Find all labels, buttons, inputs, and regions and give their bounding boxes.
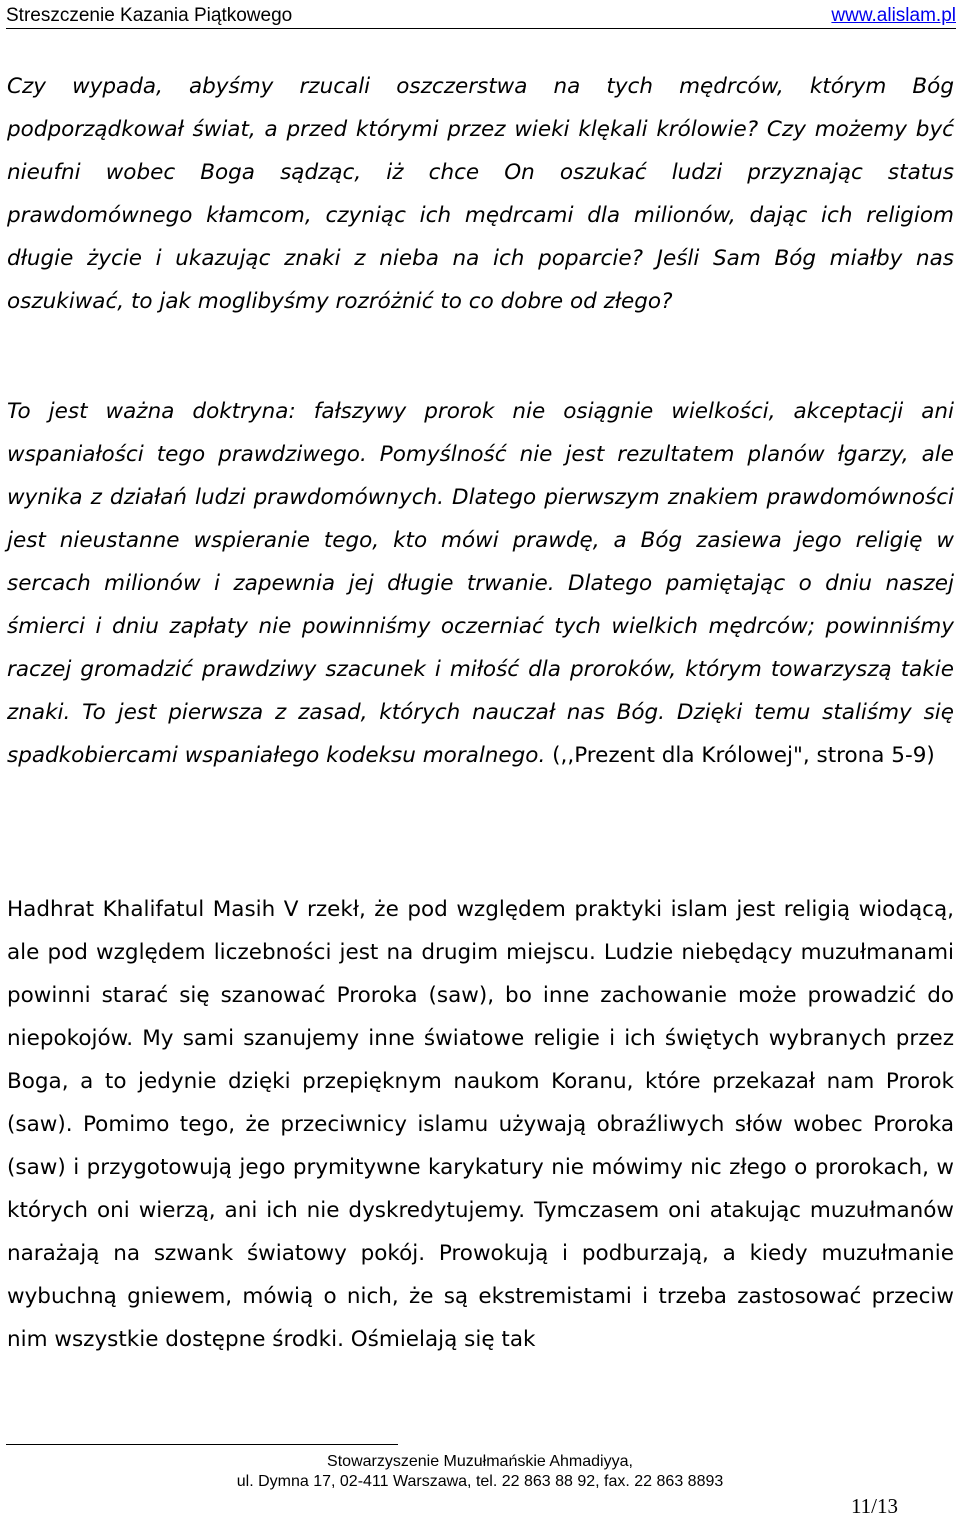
quote-source: (,,Prezent dla Królowej", strona 5-9) xyxy=(545,743,935,768)
page-header xyxy=(6,4,956,29)
footer-divider xyxy=(6,1444,398,1445)
paragraph-2 xyxy=(7,390,954,777)
page-number: 11/13 xyxy=(850,1494,898,1518)
document-title: Streszczenie Kazania Piątkowego xyxy=(6,5,293,26)
footer-organization: Stowarzyszenie Muzułmańskie Ahmadiyya, xyxy=(327,1453,633,1470)
paragraph-3: Hadhrat Khalifatul Masih V rzekł, że pod względem praktyki islam jest religią wiodącą, ale pod względem liczebności jest na drugim miejscu. Ludzie niebędący muzułmanami powinni starać się szanować Proroka (saw), bo inne zachowanie może prowadzić do niepokojów. My sami szanujemy inne światowe religie i ich świętych wybranych przez Boga, a to jedynie dzięki przepięknym naukom Koranu, które przekazał nam Prorok (saw). Pomimo tego, że przeciwnicy islamu używają obraźliwych słów wobec Proroka (saw) i przygotowują jego prymitywne karykatury nie mówimy nic złego o prorokach, w których oni wierzą, ani ich nie dyskredytujemy. Tymczasem oni atakując muzułmanów narażają na szwank światowy pokój. Prowokują i podburzają, a kiedy muzułmanie wybuchną gniewem, mówią o nich, że są ekstremistami i trzeba zastosować przeciw nim wszystkie dostępne środki. Ośmielają się tak xyxy=(7,897,954,1352)
website-link[interactable]: www.alislam.pl xyxy=(831,5,956,26)
quote-text: To jest ważna doktryna: fałszywy prorok nie osiągnie wielkości, akceptacji ani wspaniałości tego prawdziwego. Pomyślność nie jest rezultatem planów łgarzy, ale wynika z działań ludzi prawdomównych. Dlatego pierwszym znakiem prawdomówności jest nieustanne wspieranie tego, kto mówi prawdę, a Bóg zasiewa jego religię w sercach milionów i zapewnia jej długie trwanie. Dlatego pamiętając o dniu naszej śmierci i dniu zapłaty nie powinniśmy oczerniać tych wielkich mędrców; powinniśmy raczej gromadzić prawdziwy szacunek i miłość dla proroków, którym towarzyszą takie znaki. To jest pierwsza z zasad, których nauczał nas Bóg. Dzięki temu staliśmy się spadkobiercami wspaniałego kodeksu moralnego. xyxy=(7,399,954,768)
footer-address: ul. Dymna 17, 02-411 Warszawa, tel. 22 863 88 92, fax. 22 863 8893 xyxy=(236,1473,724,1490)
paragraph-1: Czy wypada, abyśmy rzucali oszczerstwa na tych mędrców, którym Bóg podporządkował świat, a przed którymi przez wieki klękali królowie? Czy możemy być nieufni wobec Boga sądząc, iż chce On oszukać ludzi przyznając status prawdomównego kłamcom, czyniąc ich mędrcami dla milionów, dając ich religiom długie życie i ukazując znaki z nieba na ich poparcie? Jeśli Sam Bóg miałby nas oszukiwać, to jak moglibyśmy rozróżnić to co dobre od złego? xyxy=(7,74,954,314)
